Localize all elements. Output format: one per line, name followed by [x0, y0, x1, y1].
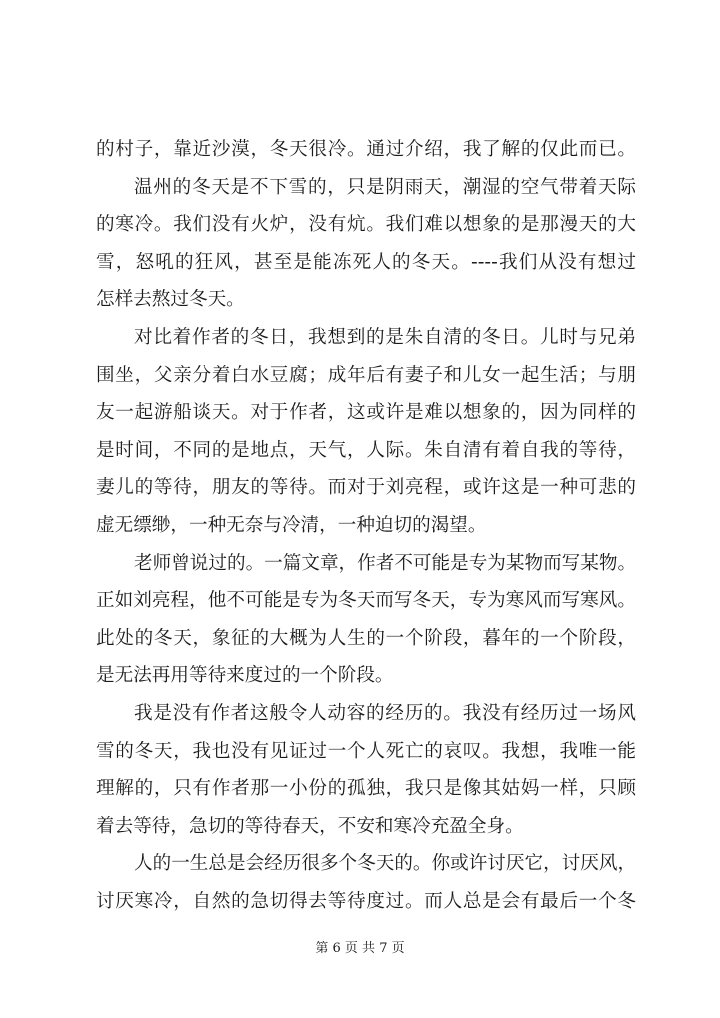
text-line: 着去等待，急切的等待春天，不安和寒冷充盈全身。 — [96, 815, 524, 837]
text-line: 此处的冬天，象征的大概为人生的一个阶段，暮年的一个阶段， — [96, 627, 636, 649]
text-line: 讨厌寒冷，自然的急切得去等待度过。而人总是会有最后一个冬 — [96, 890, 636, 912]
text-line: 虚无缥缈，一种无奈与冷清，一种迫切的渴望。 — [96, 514, 487, 536]
text-line: 对比着作者的冬日，我想到的是朱自清的冬日。儿时与兄弟 — [134, 326, 636, 348]
text-line: 是时间，不同的是地点，天气，人际。朱自清有着自我的等待， — [96, 439, 636, 461]
text-line: 我是没有作者这般令人动容的经历的。我没有经历过一场风 — [134, 702, 636, 724]
text-line: 雪，怒吼的狂风，甚至是能冻死人的冬天。----我们从没有想过 — [96, 251, 636, 273]
text-line: 的村子，靠近沙漠，冬天很冷。通过介绍，我了解的仅此而已。 — [96, 139, 636, 160]
text-line: 理解的，只有作者那一小份的孤独，我只是像其姑妈一样，只顾 — [96, 778, 636, 800]
essay-body — [96, 131, 636, 920]
text-line: 怎样去熬过冬天。 — [96, 289, 245, 311]
text-line: 友一起游船谈天。对于作者，这或许是难以想象的，因为同样的 — [96, 402, 636, 424]
text-line: 温州的冬天是不下雪的，只是阴雨天，潮湿的空气带着天际 — [134, 176, 636, 198]
text-line: 是无法再用等待来度过的一个阶段。 — [96, 665, 394, 687]
page-number-footer: 第 6 页 共 7 页 — [315, 941, 405, 956]
text-line: 妻儿的等待，朋友的等待。而对于刘亮程，或许这是一种可悲的 — [96, 477, 636, 499]
text-line: 老师曾说过的。一篇文章，作者不可能是专为某物而写某物。 — [134, 552, 636, 574]
text-line: 的寒冷。我们没有火炉，没有炕。我们难以想象的是那漫天的大 — [96, 214, 636, 236]
text-line: 围坐，父亲分着白水豆腐；成年后有妻子和儿女一起生活；与朋 — [96, 364, 636, 386]
text-line: 人的一生总是会经历很多个冬天的。你或许讨厌它，讨厌风， — [134, 853, 636, 875]
text-line: 正如刘亮程，他不可能是专为冬天而写冬天，专为寒风而写寒风。 — [96, 590, 636, 612]
text-line: 雪的冬天，我也没有见证过一个人死亡的哀叹。我想，我唯一能 — [96, 740, 636, 762]
